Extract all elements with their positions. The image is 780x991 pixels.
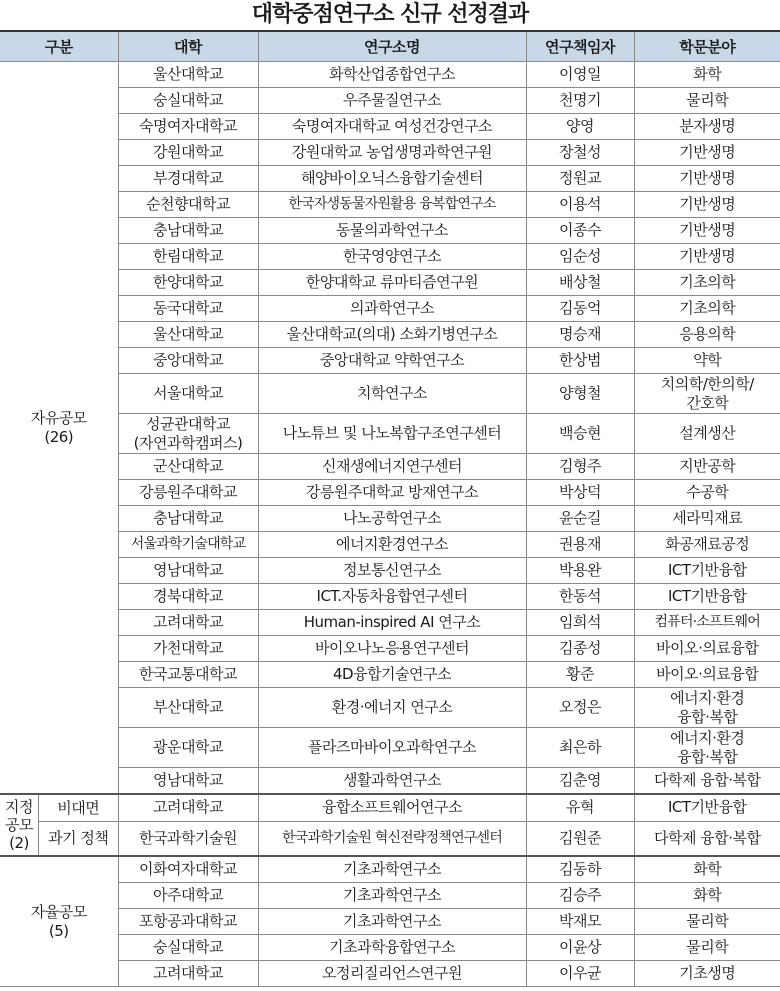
cell-field: 응용의학 — [634, 322, 780, 348]
table-row — [0, 62, 780, 88]
cell-university: 동국대학교 — [118, 296, 258, 322]
cell-principal-investigator: 김종성 — [526, 636, 634, 662]
cell-university: 서울대학교 — [118, 374, 258, 414]
group-autonomous-application: 자율공모 (5) — [0, 856, 118, 987]
cell-university: 울산대학교 — [118, 322, 258, 348]
cell-university: 충남대학교 — [118, 506, 258, 532]
cell-university: 숭실대학교 — [118, 88, 258, 114]
cell-institute-name: 울산대학교(의대) 소화기병연구소 — [258, 322, 526, 348]
cell-field: 기반생명 — [634, 140, 780, 166]
cell-university: 부산대학교 — [118, 688, 258, 728]
cell-field: 기반생명 — [634, 192, 780, 218]
cell-field: 물리학 — [634, 935, 780, 961]
cell-institute-name: Human-inspired AI 연구소 — [258, 610, 526, 636]
cell-university: 충남대학교 — [118, 218, 258, 244]
cell-principal-investigator: 황준 — [526, 662, 634, 688]
cell-principal-investigator: 장철성 — [526, 140, 634, 166]
cell-field: 치의학/한의학/ 간호학 — [634, 374, 780, 414]
cell-field: 지반공학 — [634, 454, 780, 480]
cell-university: 포항공과대학교 — [118, 909, 258, 935]
cell-field: 화학 — [634, 62, 780, 88]
cell-institute-name: 화학산업종합연구소 — [258, 62, 526, 88]
cell-principal-investigator: 양형철 — [526, 374, 634, 414]
cell-institute-name: 기초과학연구소 — [258, 909, 526, 935]
cell-university: 순천향대학교 — [118, 192, 258, 218]
cell-field: 기초생명 — [634, 961, 780, 987]
cell-institute-name: 강원대학교 농업생명과학연구원 — [258, 140, 526, 166]
cell-university: 부경대학교 — [118, 166, 258, 192]
cell-field: 다학제 융합·복합 — [634, 821, 780, 856]
cell-principal-investigator: 박상덕 — [526, 480, 634, 506]
cell-principal-investigator: 이종수 — [526, 218, 634, 244]
cell-institute-name: 오정리질리언스연구원 — [258, 961, 526, 987]
cell-principal-investigator: 이우균 — [526, 961, 634, 987]
cell-principal-investigator: 최은하 — [526, 728, 634, 768]
cell-university: 한국교통대학교 — [118, 662, 258, 688]
cell-institute-name: 플라즈마바이오과학연구소 — [258, 728, 526, 768]
header-category: 구분 — [0, 31, 118, 62]
header-row — [0, 31, 780, 62]
cell-institute-name: 생활과학연구소 — [258, 768, 526, 795]
cell-principal-investigator: 이영일 — [526, 62, 634, 88]
cell-principal-investigator: 이윤상 — [526, 935, 634, 961]
cell-university: 중앙대학교 — [118, 348, 258, 374]
cell-field: 에너지·환경 융합·복합 — [634, 688, 780, 728]
cell-university: 강릉원주대학교 — [118, 480, 258, 506]
cell-field: ICT기반융합 — [634, 794, 780, 821]
cell-field: 컴퓨터·소프트웨어 — [634, 610, 780, 636]
cell-university: 이화여자대학교 — [118, 856, 258, 883]
cell-field: 화학 — [634, 883, 780, 909]
cell-principal-investigator: 임희석 — [526, 610, 634, 636]
cell-institute-name: 기초과학연구소 — [258, 883, 526, 909]
header-institute-name: 연구소명 — [258, 31, 526, 62]
cell-institute-name: 한국영양연구소 — [258, 244, 526, 270]
cell-principal-investigator: 윤순길 — [526, 506, 634, 532]
cell-university: 서울과학기술대학교 — [118, 532, 258, 558]
cell-field: 물리학 — [634, 909, 780, 935]
cell-field: 화학 — [634, 856, 780, 883]
cell-field: 바이오·의료융합 — [634, 662, 780, 688]
header-principal-investigator: 연구책임자 — [526, 31, 634, 62]
cell-principal-investigator: 한상범 — [526, 348, 634, 374]
cell-principal-investigator: 김형주 — [526, 454, 634, 480]
cell-institute-name: 동물의과학연구소 — [258, 218, 526, 244]
cell-principal-investigator: 배상철 — [526, 270, 634, 296]
cell-university: 가천대학교 — [118, 636, 258, 662]
cell-institute-name: 신재생에너지연구센터 — [258, 454, 526, 480]
cell-field: 약학 — [634, 348, 780, 374]
cell-institute-name: 한국과학기술원 혁신전략정책연구센터 — [258, 821, 526, 856]
cell-university: 경북대학교 — [118, 584, 258, 610]
cell-field: 에너지·환경 융합·복합 — [634, 728, 780, 768]
cell-field: 세라믹재료 — [634, 506, 780, 532]
group-designated-science-policy: 과기 정책 — [48, 829, 109, 847]
cell-principal-investigator: 유혁 — [526, 794, 634, 821]
header-university: 대학 — [118, 31, 258, 62]
cell-principal-investigator: 김춘영 — [526, 768, 634, 795]
cell-field: 물리학 — [634, 88, 780, 114]
cell-institute-name: 한양대학교 류마티즘연구원 — [258, 270, 526, 296]
cell-field: 기반생명 — [634, 218, 780, 244]
cell-field: 기반생명 — [634, 166, 780, 192]
cell-field: 기반생명 — [634, 244, 780, 270]
cell-field: 분자생명 — [634, 114, 780, 140]
cell-field: 기초의학 — [634, 296, 780, 322]
group-designated-application: 지정 공모 (2) — [0, 795, 39, 855]
cell-university: 군산대학교 — [118, 454, 258, 480]
cell-principal-investigator: 이용석 — [526, 192, 634, 218]
cell-institute-name: 치학연구소 — [258, 374, 526, 414]
table-body — [0, 62, 780, 987]
group-free-application: 자유공모 (26) — [0, 62, 118, 795]
cell-principal-investigator: 권용재 — [526, 532, 634, 558]
results-table — [0, 30, 780, 987]
cell-institute-name: 나노튜브 및 나노복합구조연구센터 — [258, 414, 526, 454]
cell-principal-investigator: 김동하 — [526, 856, 634, 883]
cell-institute-name: 숙명여자대학교 여성건강연구소 — [258, 114, 526, 140]
cell-institute-name: 환경·에너지 연구소 — [258, 688, 526, 728]
cell-university: 성균관대학교 (자연과학캠퍼스) — [118, 414, 258, 454]
cell-institute-name: ICT.자동차융합연구센터 — [258, 584, 526, 610]
cell-principal-investigator: 오정은 — [526, 688, 634, 728]
cell-institute-name: 기초과학연구소 — [258, 856, 526, 883]
cell-field: 설계생산 — [634, 414, 780, 454]
header-field: 학문분야 — [634, 31, 780, 62]
cell-field: 바이오·의료융합 — [634, 636, 780, 662]
cell-university: 광운대학교 — [118, 728, 258, 768]
table-row — [0, 856, 780, 883]
cell-principal-investigator: 임순성 — [526, 244, 634, 270]
cell-principal-investigator: 김동억 — [526, 296, 634, 322]
cell-institute-name: 기초과학융합연구소 — [258, 935, 526, 961]
cell-principal-investigator: 김원준 — [526, 821, 634, 856]
cell-university: 숭실대학교 — [118, 935, 258, 961]
table-row — [0, 794, 780, 821]
cell-field: ICT기반융합 — [634, 558, 780, 584]
cell-institute-name: 나노공학연구소 — [258, 506, 526, 532]
cell-institute-name: 에너지환경연구소 — [258, 532, 526, 558]
cell-principal-investigator: 정원교 — [526, 166, 634, 192]
cell-principal-investigator: 백승현 — [526, 414, 634, 454]
cell-principal-investigator: 한동석 — [526, 584, 634, 610]
cell-institute-name: 중앙대학교 약학연구소 — [258, 348, 526, 374]
cell-university: 숙명여자대학교 — [118, 114, 258, 140]
cell-principal-investigator: 명승재 — [526, 322, 634, 348]
cell-institute-name: 의과학연구소 — [258, 296, 526, 322]
cell-field: ICT기반융합 — [634, 584, 780, 610]
cell-university: 고려대학교 — [118, 610, 258, 636]
group-designated-contactless: 비대면 — [39, 795, 118, 822]
page-title: 대학중점연구소 신규 선정결과 — [251, 2, 529, 27]
cell-institute-name: 4D융합기술연구소 — [258, 662, 526, 688]
group-designated-cell — [0, 794, 118, 856]
cell-university: 한양대학교 — [118, 270, 258, 296]
cell-institute-name: 바이오나노응용연구센터 — [258, 636, 526, 662]
cell-institute-name: 우주물질연구소 — [258, 88, 526, 114]
cell-university: 강원대학교 — [118, 140, 258, 166]
cell-university: 영남대학교 — [118, 768, 258, 795]
cell-principal-investigator: 박용완 — [526, 558, 634, 584]
cell-university: 울산대학교 — [118, 62, 258, 88]
cell-field: 수공학 — [634, 480, 780, 506]
cell-university: 한국과학기술원 — [118, 821, 258, 856]
cell-university: 영남대학교 — [118, 558, 258, 584]
cell-principal-investigator: 김승주 — [526, 883, 634, 909]
cell-university: 아주대학교 — [118, 883, 258, 909]
cell-principal-investigator: 양영 — [526, 114, 634, 140]
cell-university: 고려대학교 — [118, 794, 258, 821]
cell-institute-name: 정보통신연구소 — [258, 558, 526, 584]
cell-institute-name: 융합소프트웨어연구소 — [258, 794, 526, 821]
cell-institute-name: 강릉원주대학교 방재연구소 — [258, 480, 526, 506]
cell-university: 고려대학교 — [118, 961, 258, 987]
cell-principal-investigator: 천명기 — [526, 88, 634, 114]
cell-field: 화공재료공정 — [634, 532, 780, 558]
cell-field: 기초의학 — [634, 270, 780, 296]
cell-institute-name: 한국자생동물자원활용 융복합연구소 — [258, 192, 526, 218]
cell-university: 한림대학교 — [118, 244, 258, 270]
cell-principal-investigator: 박재모 — [526, 909, 634, 935]
cell-institute-name: 해양바이오닉스융합기술센터 — [258, 166, 526, 192]
cell-field: 다학제 융합·복합 — [634, 768, 780, 795]
